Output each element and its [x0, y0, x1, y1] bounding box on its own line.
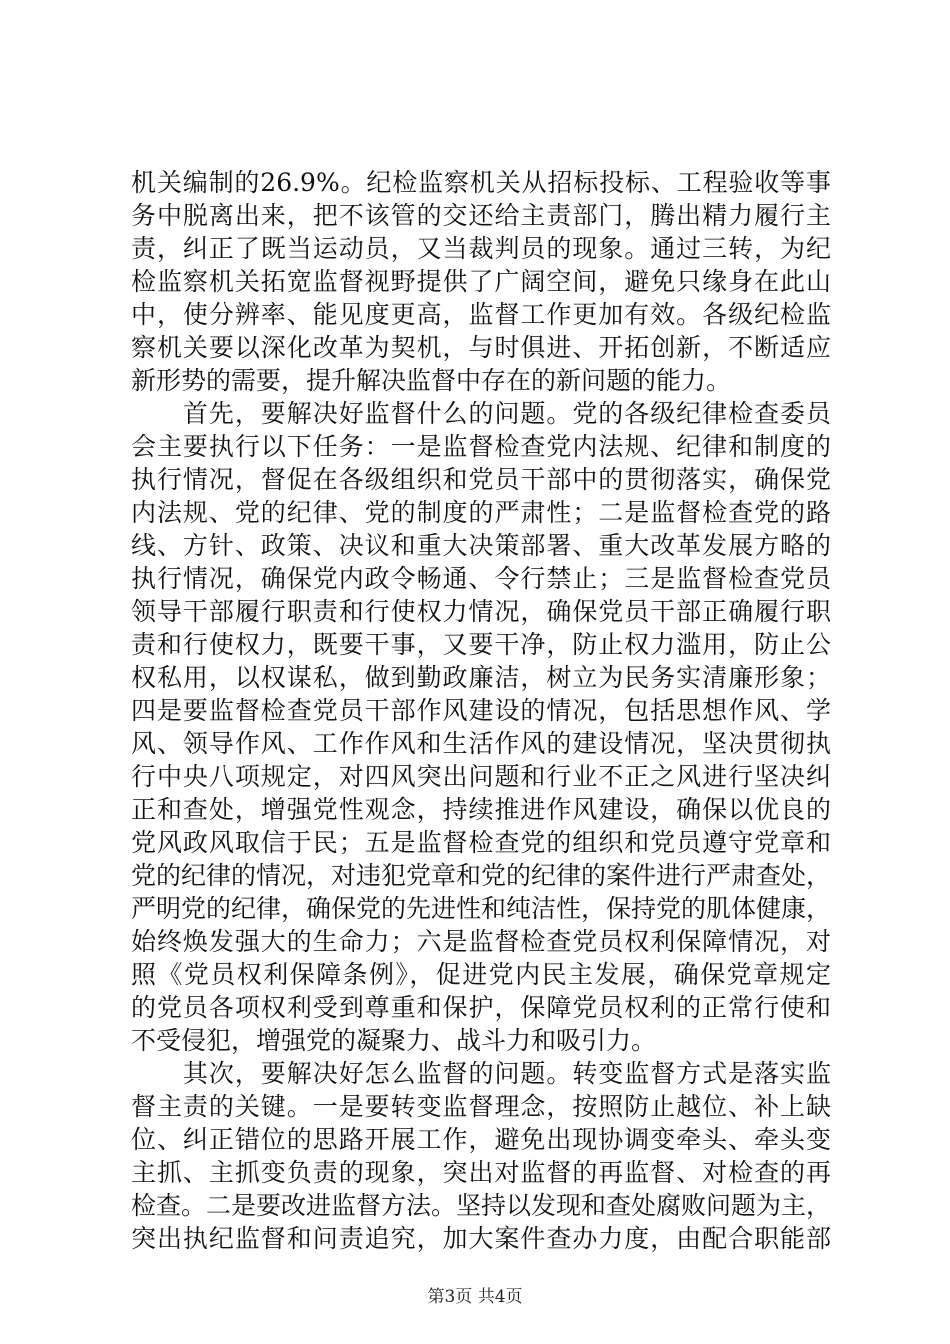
text-line: 正和查处，增强党性观念，持续推进作风建设，确保以优良的: [131, 795, 831, 824]
text-line: 责，纠正了既当运动员，又当裁判员的现象。通过三转，为纪: [131, 234, 831, 263]
text-line: 党的纪律的情况，对违犯党章和党的纪律的案件进行严肃查处，: [131, 861, 832, 890]
text-line: 行中央八项规定，对四风突出问题和行业不正之风进行坚决纠: [131, 762, 831, 791]
text-line: 党风政风取信于民；五是监督检查党的组织和党员遵守党章和: [131, 828, 831, 857]
text-line: 首先，要解决好监督什么的问题。党的各级纪律检查委员: [131, 399, 831, 428]
text-line: 权私用，以权谋私，做到勤政廉洁，树立为民务实清廉形象；: [131, 663, 831, 692]
text-line: 其次，要解决好怎么监督的问题。转变监督方式是落实监: [131, 1059, 831, 1088]
text-line: 领导干部履行职责和行使权力情况，确保党员干部正确履行职: [131, 597, 831, 626]
text-line: 执行情况，督促在各级组织和党员干部中的贯彻落实，确保党: [131, 465, 831, 494]
page-footer: 第3页 共4页: [427, 1287, 523, 1307]
text-line: 四是要监督检查党员干部作风建设的情况，包括思想作风、学: [131, 696, 831, 725]
text-line: 检监察机关拓宽监督视野提供了广阔空间，避免只缘身在此山: [131, 267, 831, 296]
text-line: 严明党的纪律，确保党的先进性和纯洁性，保持党的肌体健康，: [131, 894, 832, 923]
text-line: 机关编制的26.9%。纪检监察机关从招标投标、工程验收等事: [131, 168, 831, 197]
text-line: 主抓、主抓变负责的现象，突出对监督的再监督、对检查的再: [131, 1158, 831, 1187]
text-line: 不受侵犯，增强党的凝聚力、战斗力和吸引力。: [131, 1026, 657, 1055]
text-line: 的党员各项权利受到尊重和保护，保障党员权利的正常行使和: [131, 993, 831, 1022]
document-body: [131, 166, 831, 1255]
text-line: 风、领导作风、工作作风和生活作风的建设情况，坚决贯彻执: [131, 729, 831, 758]
text-line: 突出执纪监督和问责追究，加大案件查办力度，由配合职能部: [131, 1224, 831, 1253]
text-line: 内法规、党的纪律、党的制度的严肃性；二是监督检查党的路: [131, 498, 831, 527]
text-line: 察机关要以深化改革为契机，与时俱进、开拓创新，不断适应: [131, 333, 831, 362]
text-line: 责和行使权力，既要干事，又要干净，防止权力滥用，防止公: [131, 630, 831, 659]
text-line: 位、纠正错位的思路开展工作，避免出现协调变牵头、牵头变: [131, 1125, 831, 1154]
text-line: 执行情况，确保党内政令畅通、令行禁止；三是监督检查党员: [131, 564, 831, 593]
text-line: 照《党员权利保障条例》，促进党内民主发展，确保党章规定: [131, 960, 831, 989]
text-line: 始终焕发强大的生命力；六是监督检查党员权利保障情况，对: [131, 927, 831, 956]
text-line: 会主要执行以下任务：一是监督检查党内法规、纪律和制度的: [131, 432, 831, 461]
text-line: 务中脱离出来，把不该管的交还给主责部门，腾出精力履行主: [131, 201, 831, 230]
text-line: 线、方针、政策、决议和重大决策部署、重大改革发展方略的: [131, 531, 831, 560]
text-line: 督主责的关键。一是要转变监督理念，按照防止越位、补上缺: [131, 1092, 831, 1121]
text-line: 中，使分辨率、能见度更高，监督工作更加有效。各级纪检监: [131, 300, 831, 329]
text-line: 检查。二是要改进监督方法。坚持以发现和查处腐败问题为主，: [131, 1191, 832, 1220]
text-line: 新形势的需要，提升解决监督中存在的新问题的能力。: [131, 366, 732, 395]
